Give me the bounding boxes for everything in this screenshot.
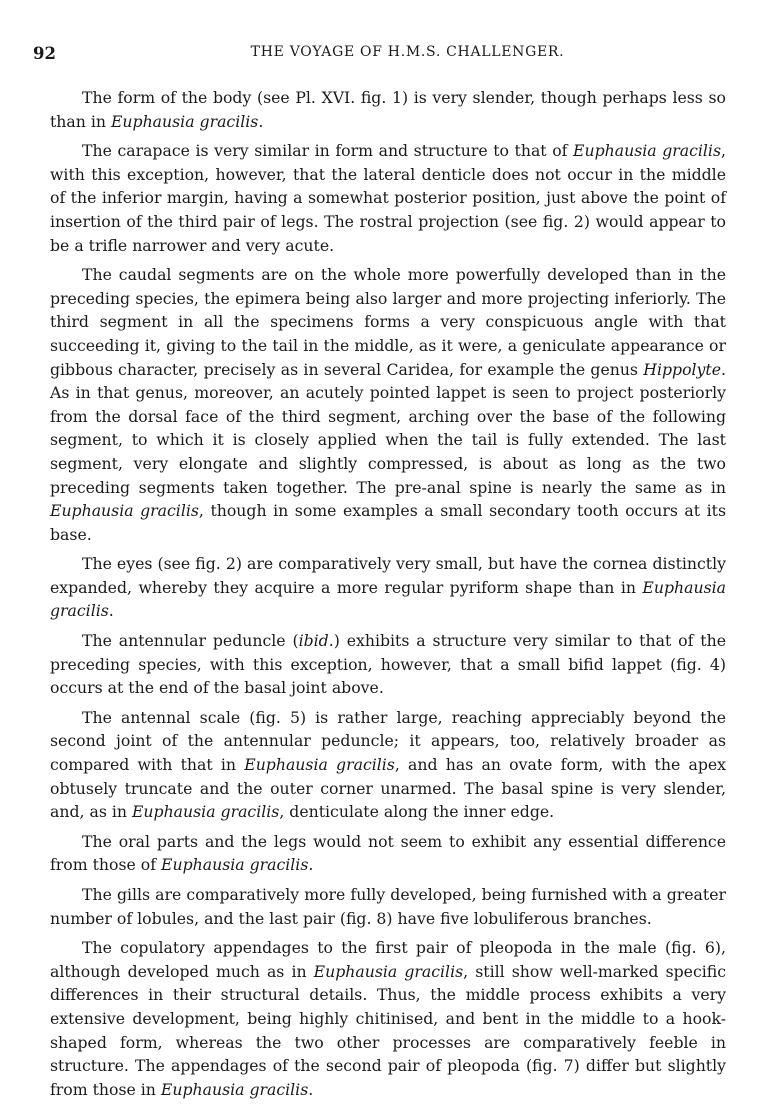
paragraph-copulatory-appendages	[50, 936, 726, 1101]
italic-term: Hippolyte	[643, 359, 721, 379]
text-run: . As in that genus, moreover, an acutely pointed lappet is seen to project posteriorly from the dorsal face of the third segment, arching over the base of the following segment, to which it is closely applied when the tail is fully extended. The last segment, very elongate and slightly compressed, is about as long as the two preceding segments taken together. The pre-anal spine is nearly the same as in	[50, 359, 726, 497]
text-run: The caudal segments are on the whole more powerfully developed than in the preceding species, the epimera being also larger and more projecting inferiorly. The third segment in all the specimens forms a very conspicuous angle with that succeeding it, giving to the tail in the middle, as it were, a geniculate appearance or gibbous character, precisely as in several Caridea, for example the genus	[50, 265, 726, 379]
text-run: , with this exception, however, that the lateral denticle does not occur in the middle of the inferior margin, having a somewhat posterior position, just above the point of insertion of the third pair of legs. The rostral projection (see fig. 2) would appear to be a trifle narrower and very acute.	[50, 141, 726, 255]
text-run: The antennal scale (fig. 5) is rather large, reaching appreciably beyond the second joint of the antennular peduncle; it appears, too, relatively broader as compared with that in	[50, 707, 726, 775]
text-run: , still show well-marked specific differences in their structural details. Thus, the middle process exhibits a very extensive development, being highly chitinised, and bent in the middle to a hook-shaped form, whereas the two other processes are comparatively feeble in structure. The appendages of the second pair of pleopoda (fig. 7) differ but slightly from those in	[50, 961, 726, 1099]
italic-term: Euphausia gracilis	[161, 855, 309, 875]
text-run: The copulatory appendages to the first pair of pleopoda in the male (fig. 6), although developed much as in	[50, 938, 726, 981]
text-run: .	[308, 855, 314, 875]
text-run: The form of the body (see Pl. XVI. fig. 1) is very slender, though perhaps less so than in	[50, 88, 726, 131]
text-run: The carapace is very similar in form and structure to that of	[82, 141, 574, 161]
italic-term: Euphausia gracilis	[131, 802, 280, 822]
text-run: ) exhibits a structure very similar to that of the preceding species, with this exception, however, that a small bifid lappet (fig. 4) occurs at the end of the basal joint above.	[50, 631, 726, 698]
text-run: , though in some examples a small secondary tooth occurs at its base.	[50, 501, 726, 544]
italic-term: ibid.	[298, 631, 334, 651]
paragraph-caudal-segments	[50, 263, 726, 546]
text-run: The eyes (see fig. 2) are comparatively very small, but have the cornea distinctly expanded, whereby they acquire a more regular pyriform shape than in	[50, 554, 726, 597]
running-head: THE VOYAGE OF H.M.S. CHALLENGER.	[250, 44, 565, 60]
paragraph-eyes	[50, 552, 726, 623]
text-run: .	[108, 601, 114, 621]
paragraph-antennular-peduncle	[50, 629, 726, 700]
text-run: , denticulate along the inner edge.	[279, 802, 555, 822]
page-header	[0, 44, 776, 68]
text-run: .	[308, 1079, 314, 1099]
body-text	[50, 86, 726, 1107]
paragraph-oral-parts	[50, 830, 726, 877]
paragraph-body-form	[50, 86, 726, 133]
text-run: The gills are comparatively more fully developed, being furnished with a greater number of lobules, and the last pair (fig. 8) have five lobuliferous branches.	[50, 885, 726, 928]
text-run: .	[258, 111, 264, 131]
paragraph-antennal-scale	[50, 706, 726, 824]
italic-term: Euphausia gracilis	[110, 111, 259, 131]
italic-term: Euphausia gracilis	[313, 961, 464, 981]
italic-term: Euphausia gracilis	[244, 755, 395, 775]
paragraph-gills	[50, 883, 726, 930]
text-run: The oral parts and the legs would not seem to exhibit any essential difference from those of	[50, 831, 726, 875]
text-run: , and has an ovate form, with the apex obtusely truncate and the outer corner unarmed. The basal spine is very slender, and, as in	[50, 755, 726, 822]
italic-term: Euphausia gracilis	[50, 501, 199, 521]
text-run: The antennular peduncle (	[82, 631, 299, 651]
italic-term: Euphausia gracilis	[573, 141, 721, 161]
page-number: 92	[33, 44, 56, 63]
italic-term: Euphausia gracilis	[50, 577, 726, 621]
italic-term: Euphausia gracilis	[160, 1079, 309, 1099]
paragraph-carapace	[50, 139, 726, 257]
